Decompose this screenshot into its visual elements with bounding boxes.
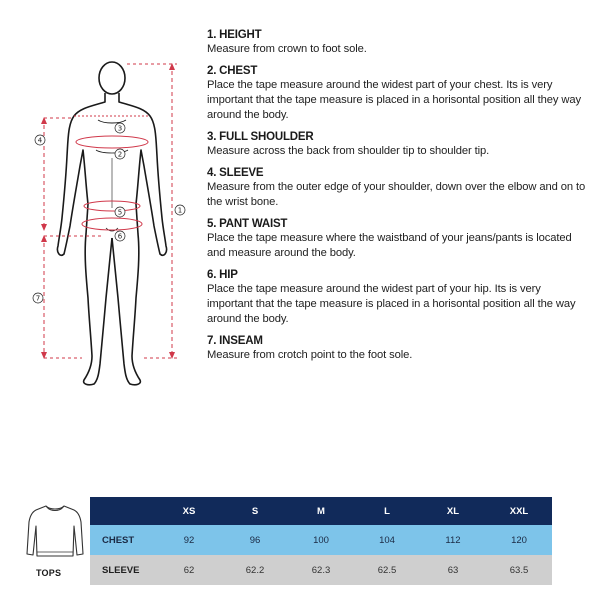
step-height [207,28,587,57]
step-text: Place the tape measure around the widest part of your chest. Its is very important that the tape measure is placed in a horisontal position all they way around the body. [207,79,581,121]
measurement-guides [44,64,177,358]
table-cell: 63 [420,555,486,585]
step-title: 2. CHEST [207,65,258,77]
step-text: Measure across the back from shoulder tip to shoulder tip. [207,145,490,157]
size-m: M [288,497,354,525]
sweatshirt-icon [26,500,84,562]
svg-text:7: 7 [35,294,41,303]
step-text: Measure from crown to foot sole. [207,43,367,55]
svg-text:1: 1 [177,206,183,215]
step-pant-waist [207,217,587,261]
marker-4 [35,135,45,145]
table-cell: 112 [420,525,486,555]
marker-3 [115,123,125,133]
step-title: 1. HEIGHT [207,29,262,41]
size-header-row [90,497,552,525]
table-cell: 62.5 [354,555,420,585]
size-xs: XS [156,497,222,525]
marker-7 [33,293,43,303]
table-cell: 62.2 [222,555,288,585]
step-text: Measure from the outer edge of your shoulder, down over the elbow and on to the wrist bone. [207,181,586,208]
body-figure [22,58,202,398]
step-title: 4. SLEEVE [207,167,264,179]
step-chest [207,64,587,123]
step-title: 7. INSEAM [207,335,263,347]
tops-label: TOPS [36,568,62,578]
table-cell: 63.5 [486,555,552,585]
step-text: Measure from crotch point to the foot sole. [207,349,413,361]
step-full-shoulder [207,130,587,159]
svg-text:6: 6 [117,232,123,241]
table-cell: 120 [486,525,552,555]
svg-text:2: 2 [117,150,123,159]
body-measurement-diagram [22,58,202,398]
svg-text:5: 5 [117,208,123,217]
marker-5 [115,207,125,217]
row-label: CHEST [90,525,156,555]
marker-1 [175,205,185,215]
svg-text:4: 4 [37,136,43,145]
size-s: S [222,497,288,525]
table-cell: 100 [288,525,354,555]
table-row-chest [90,525,552,555]
table-cell: 62 [156,555,222,585]
step-hip [207,268,587,327]
header-corner [90,497,156,525]
table-cell: 92 [156,525,222,555]
table-cell: 104 [354,525,420,555]
step-sleeve [207,166,587,210]
table-row-sleeve [90,555,552,585]
step-title: 5. PANT WAIST [207,218,288,230]
body-outline [57,62,166,385]
step-title: 6. HIP [207,269,238,281]
step-title: 3. FULL SHOULDER [207,131,314,143]
marker-2 [115,149,125,159]
table-cell: 96 [222,525,288,555]
table-cell: 62.3 [288,555,354,585]
step-text: Place the tape measure around the widest part of your hip. Its is very important that the tape measure is placed in a horisontal position all the way around the body. [207,283,576,325]
size-xxl: XXL [486,497,552,525]
marker-6 [115,231,125,241]
row-label: SLEEVE [90,555,156,585]
size-l: L [354,497,420,525]
measurement-instructions [207,28,587,370]
size-xl: XL [420,497,486,525]
size-chart-table [90,497,552,585]
step-inseam [207,334,587,363]
svg-text:3: 3 [117,124,123,133]
step-text: Place the tape measure where the waistband of your jeans/pants is located and measure around the body. [207,232,572,259]
